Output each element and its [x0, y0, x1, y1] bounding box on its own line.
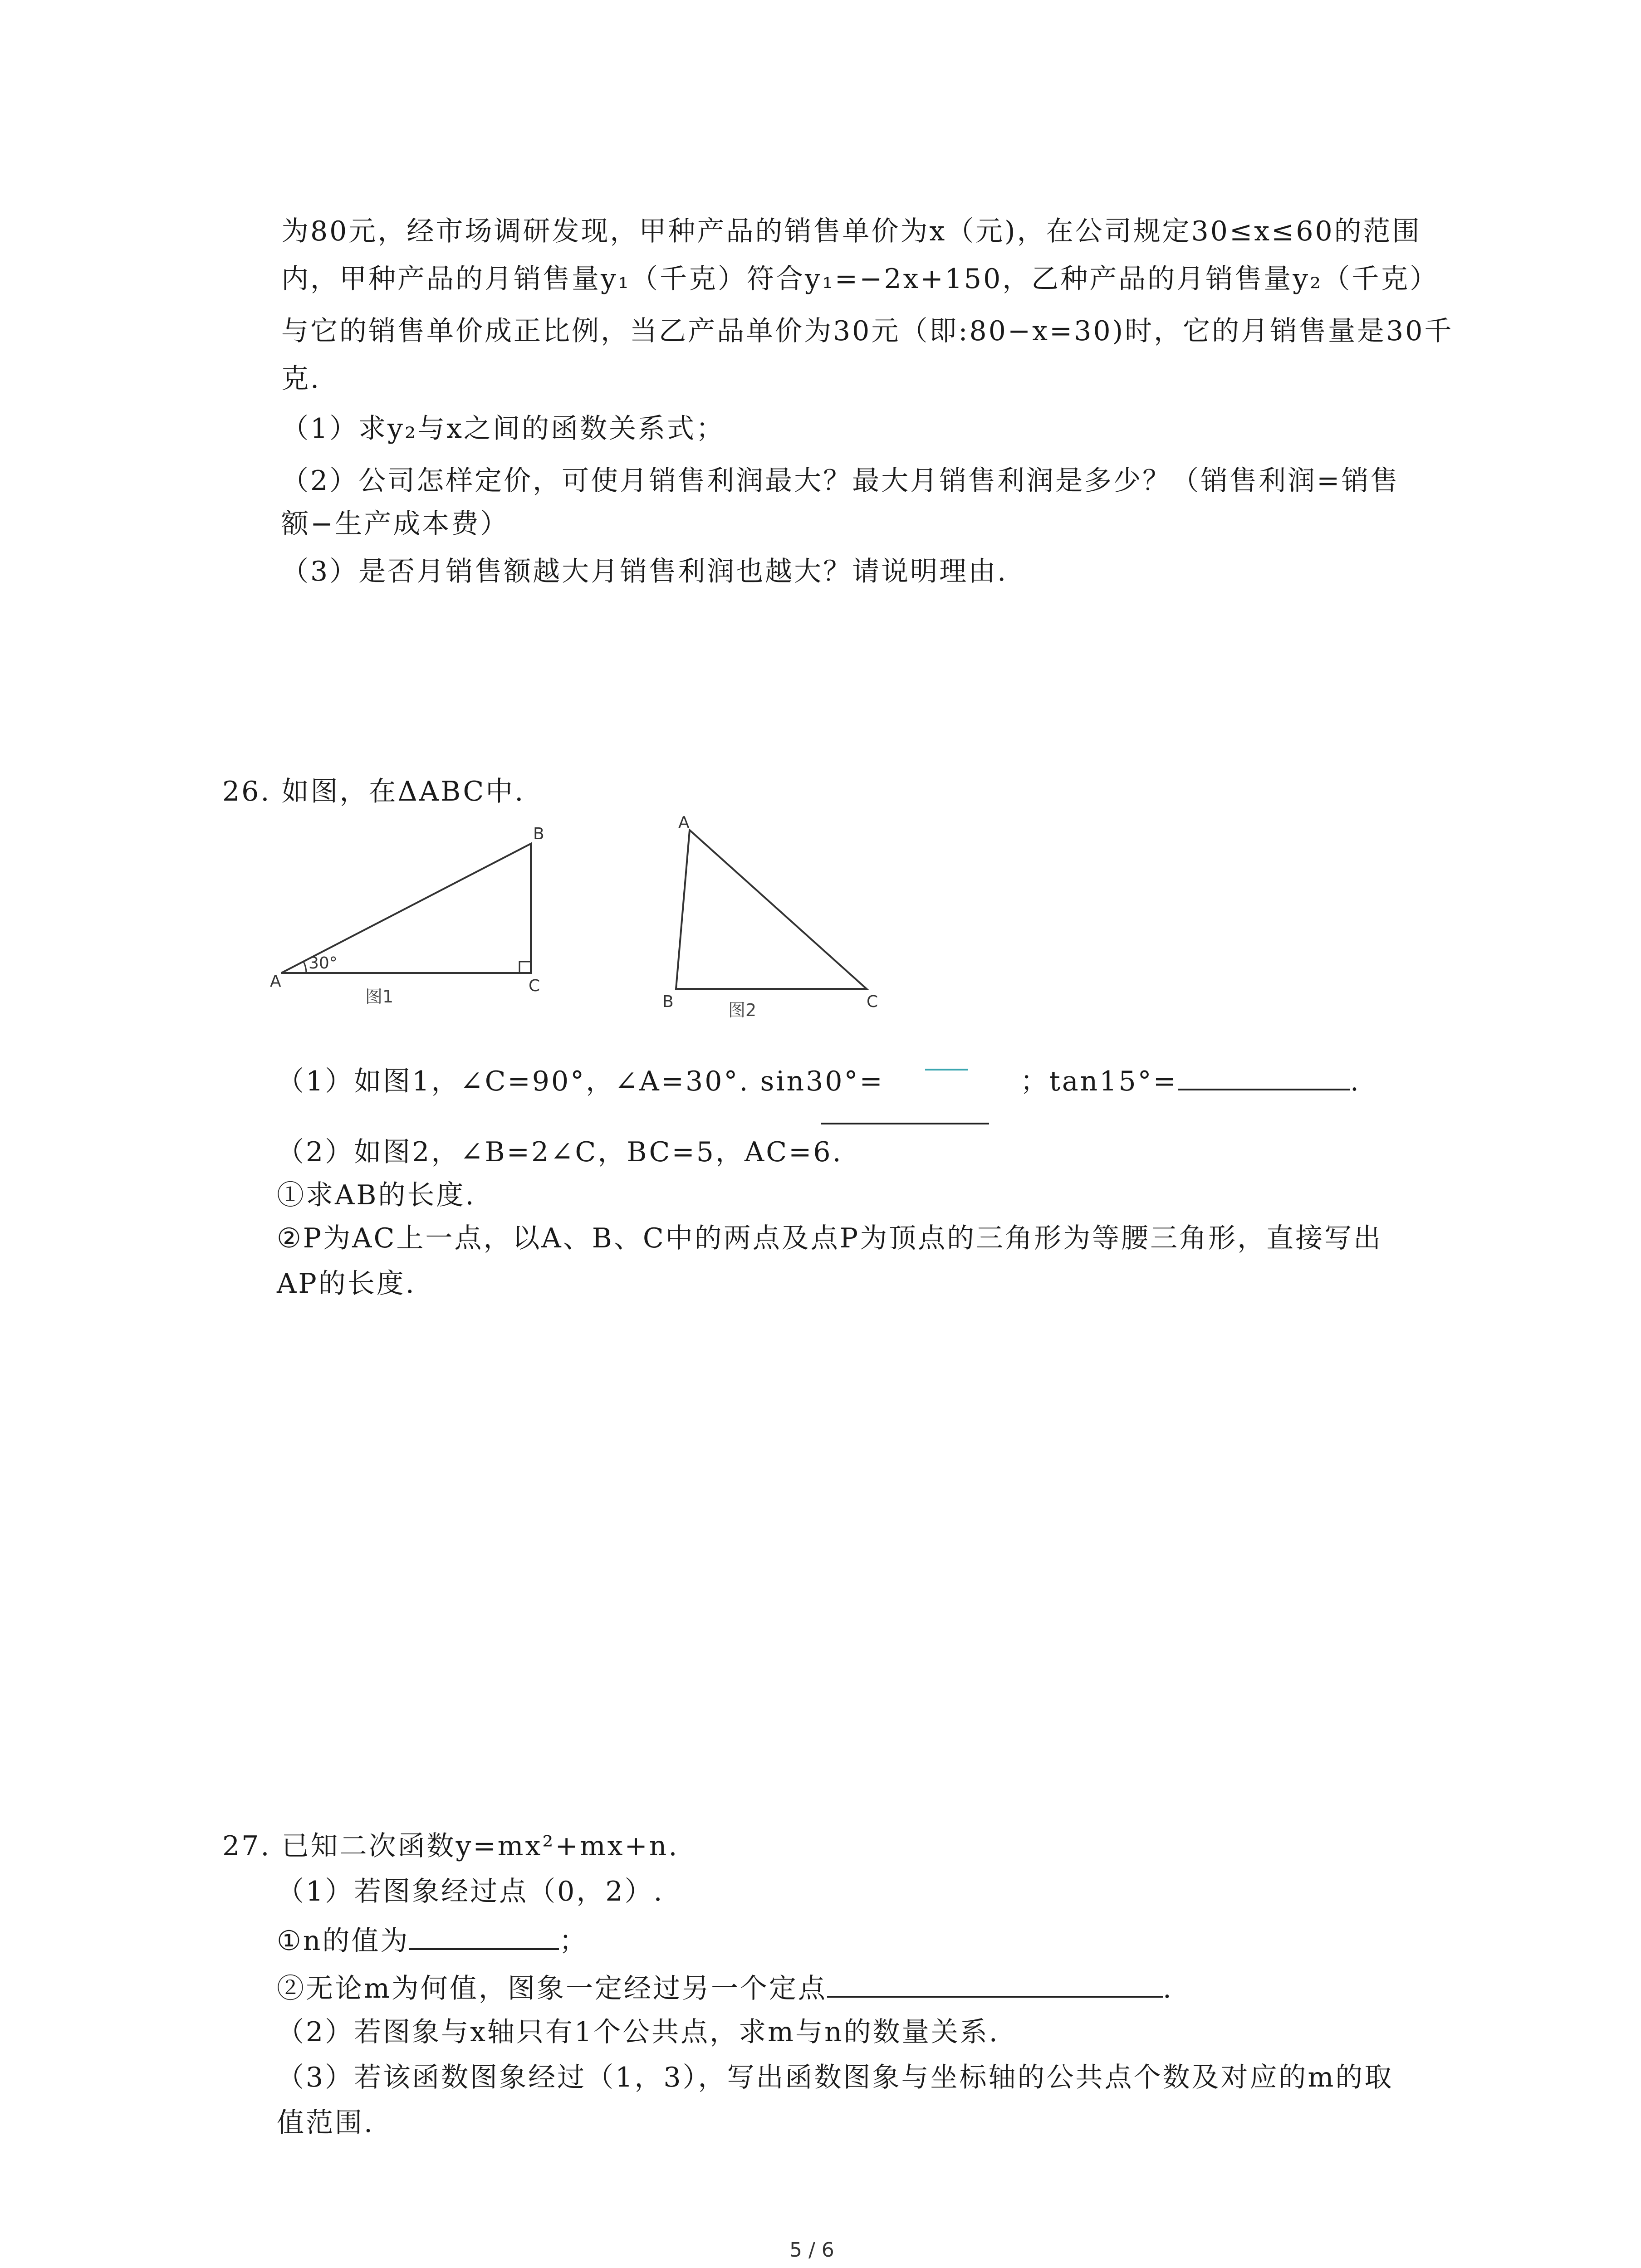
p27-question-2: （2）若图象与x轴只有1个公共点，求m与n的数量关系. — [277, 2016, 999, 2048]
p26-question-2-2a: ②P为AC上一点，以A、B、C中的两点及点P为顶点的三角形为等腰三角形，直接写出 — [277, 1222, 1383, 1254]
p27-q1-2-prefix: ②无论m为何值，图象一定经过另一个定点 — [277, 1973, 827, 2004]
p25-question-1: （1）求y₂与x之间的函数关系式； — [281, 413, 725, 445]
p27-q1-1-end: ； — [559, 1925, 588, 1957]
p25-question-3: （3）是否月销售额越大月销售利润也越大？请说明理由. — [281, 556, 1008, 587]
fig1-angle-arc — [304, 962, 306, 973]
page-number: 5 / 6 — [789, 2239, 834, 2262]
p27-question-3b: 值范围. — [277, 2107, 375, 2139]
p26-figure-2 — [649, 812, 903, 1034]
sin30-answer-underline — [821, 1123, 989, 1124]
p25-line3: 与它的销售单价成正比例，当乙产品单价为30元（即:80−x=30)时，它的月销售量是30千 — [281, 315, 1454, 347]
p26-q1-mid: ；tan15°= — [1020, 1066, 1178, 1097]
fig2-triangle — [676, 830, 867, 989]
p26-question-2: （2）如图2，∠B=2∠C，BC=5，AC=6. — [277, 1136, 843, 1168]
p26-figure-1 — [263, 816, 581, 1025]
p27-q1-2-end: . — [1162, 1973, 1173, 2004]
p25-line4: 克. — [281, 363, 321, 395]
fig1-label-B: B — [533, 825, 544, 843]
p26-question-2-2b: AP的长度. — [277, 1268, 416, 1300]
p27-question-3a: （3）若该函数图象经过（1，3），写出函数图象与坐标轴的公共点个数及对应的m的取 — [277, 2062, 1394, 2093]
p27-stem: 27. 已知二次函数y=mx²+mx+n. — [222, 1830, 679, 1862]
p26-stem: 26. 如图，在ΔABC中. — [222, 776, 525, 807]
p26-question-2-1: ①求AB的长度. — [277, 1179, 476, 1211]
sin30-answer-dash — [925, 1069, 968, 1070]
n-value-blank[interactable] — [409, 1921, 559, 1950]
fig1-angle-label: 30° — [309, 954, 338, 973]
p27-question-1-2 — [277, 1969, 1173, 2007]
fig2-caption: 图2 — [728, 1000, 757, 1020]
p26-q1-prefix: （1）如图1，∠C=90°，∠A=30°. sin30°= — [277, 1066, 884, 1097]
fig2-label-B: B — [662, 992, 674, 1011]
p25-line2: 内，甲种产品的月销售量y₁（千克）符合y₁=−2x+150，乙种产品的月销售量y₂（千克） — [281, 263, 1439, 295]
p25-question-2b: 额−生产成本费） — [281, 508, 509, 540]
fig2-label-C: C — [867, 992, 878, 1011]
p27-q1-1-prefix: ①n的值为 — [277, 1925, 410, 1957]
p25-question-2a: （2）公司怎样定价，可使月销售利润最大？最大月销售利润是多少？（销售利润=销售 — [281, 465, 1400, 497]
p26-question-1 — [277, 1061, 1361, 1100]
p27-question-1-1 — [277, 1921, 588, 1959]
p26-q1-end: . — [1350, 1066, 1361, 1097]
fixed-point-blank[interactable] — [827, 1969, 1163, 1998]
fig1-right-angle-mark — [519, 962, 531, 973]
sin30-answer-field[interactable] — [884, 1063, 1020, 1090]
p27-question-1: （1）若图象经过点（0，2）. — [277, 1876, 664, 1907]
fig1-caption: 图1 — [365, 987, 394, 1007]
tan15-answer-blank[interactable] — [1178, 1061, 1350, 1090]
p25-line1: 为80元，经市场调研发现，甲种产品的销售单价为x（元)，在公司规定30≤x≤60的范围 — [281, 215, 1421, 247]
fig2-label-A: A — [678, 813, 690, 832]
fig1-label-A: A — [270, 972, 281, 991]
fig1-label-C: C — [529, 977, 540, 995]
